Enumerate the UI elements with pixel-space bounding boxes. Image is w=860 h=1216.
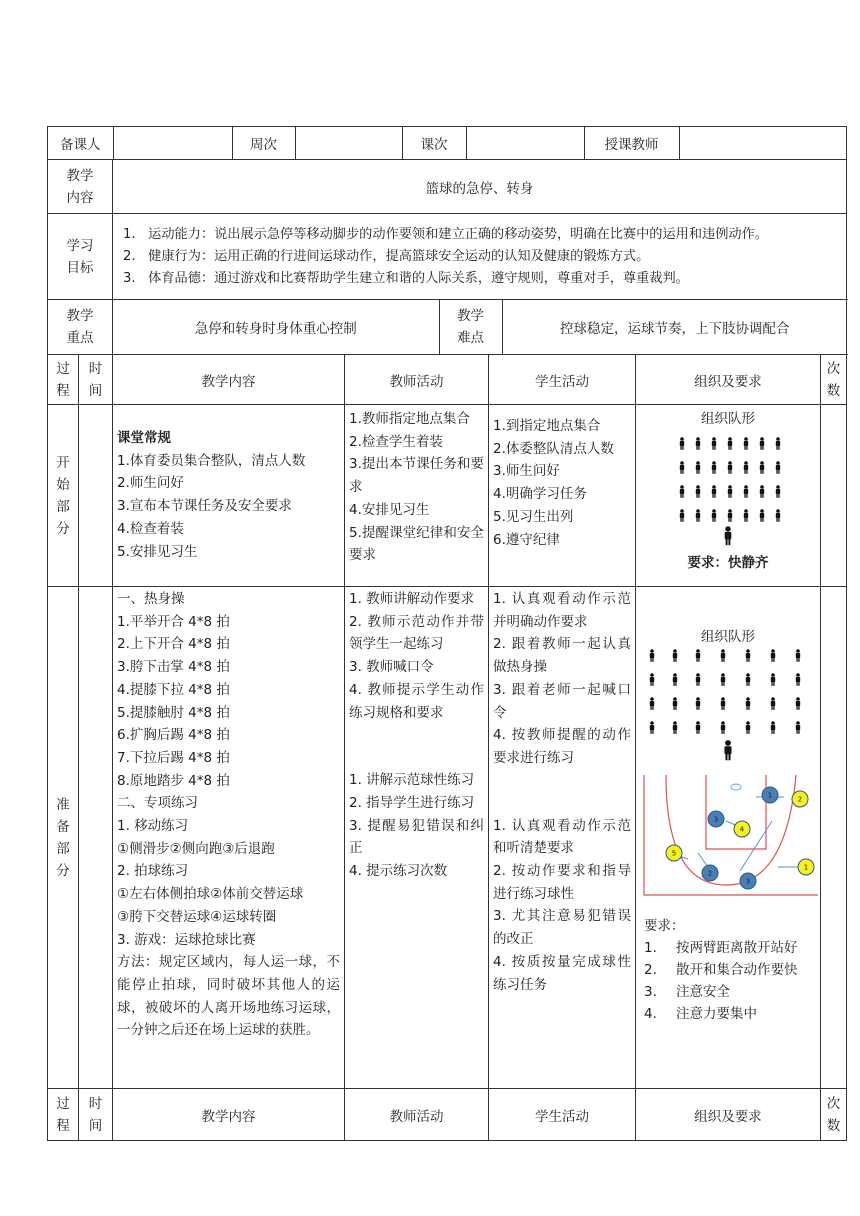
- prep-content: [113, 587, 345, 1089]
- goals-list: [113, 214, 847, 300]
- student-figure-icon: [721, 673, 725, 686]
- formation-title: 组织队形: [701, 411, 755, 427]
- list-item: 5.安排见习生: [117, 543, 198, 560]
- student-figure-icon: [696, 485, 700, 498]
- student-figure-icon: [696, 673, 700, 686]
- prep-count: [821, 587, 847, 1089]
- list-item: 2. 按动作要求和指导进行练习球性: [493, 863, 631, 902]
- list-item: ①左右体侧拍球②体前交替运球: [117, 886, 304, 903]
- list-item: 6.扩胸后踢 4*8 拍: [117, 727, 230, 744]
- student-figure-icon: [650, 673, 654, 686]
- student-figure-icon: [746, 721, 750, 734]
- list-item: 2.体委整队清点人数: [493, 440, 614, 457]
- goals-row: [48, 214, 847, 300]
- list-item: 3.提出本节课任务和要求: [349, 456, 484, 496]
- req-title: 要求：: [644, 918, 685, 934]
- court-player-icon: [740, 873, 756, 889]
- student-figure-icon: [712, 437, 716, 450]
- student-figure-icon: [796, 697, 800, 710]
- lesson-plan: [47, 126, 846, 1141]
- student-figure-icon: [760, 485, 764, 498]
- student-figure-icon: [650, 697, 654, 710]
- player-number: 5: [671, 849, 677, 858]
- student-figure-icon: [771, 697, 775, 710]
- start-time: [79, 405, 113, 587]
- lesson-value[interactable]: [466, 127, 584, 159]
- key-point-label: 教学 重点: [48, 300, 113, 355]
- list-item: 4. 提示练习次数: [349, 863, 448, 880]
- student-figure-icon: [776, 509, 780, 522]
- student-figure-icon: [796, 673, 800, 686]
- prep-teacher: [345, 587, 489, 1089]
- student-figure-icon: [771, 673, 775, 686]
- column-header-row: [48, 355, 847, 405]
- list-item: 2.上下开合 4*8 拍: [117, 636, 230, 653]
- player-number: 2: [797, 795, 803, 804]
- requirement-item: 1. 按两臂距离散开站好: [644, 940, 798, 956]
- court-player-icon: [734, 821, 750, 837]
- start-student: [489, 405, 636, 587]
- routine-title: 课堂常规: [117, 430, 171, 446]
- list-item: 4. 按教师提醒的动作要求进行练习: [493, 727, 631, 766]
- list-item: 3.宣布本节课任务及安全要求: [117, 498, 292, 515]
- start-count: [821, 405, 847, 587]
- list-item: 4. 按质按量完成球性练习任务: [493, 953, 631, 993]
- student-figure-icon: [776, 437, 780, 450]
- list-item: 3.师生问好: [493, 463, 560, 480]
- teacher-figure-icon: [725, 526, 732, 545]
- student-figure-icon: [760, 461, 764, 474]
- goal-item: 3. 体育品德：通过游戏和比赛帮助学生建立和谐的人际关系，遵守规则，尊重对手，尊重裁判。: [123, 270, 689, 286]
- hoop-icon: [731, 784, 741, 790]
- difficulty-value: 控球稳定，运球节奏，上下肢协调配合: [560, 321, 790, 337]
- prep-time: [79, 587, 113, 1089]
- court-player-icon: [762, 787, 778, 803]
- list-item: 5.提醒课堂纪律和安全要求: [349, 524, 484, 564]
- col-teacher: 教师活动: [345, 1089, 489, 1141]
- player-number: 2: [707, 869, 713, 878]
- prep-student: [489, 587, 636, 1089]
- key-point-value: 急停和转身时身体重心控制: [113, 300, 439, 354]
- start-teacher: [345, 405, 489, 587]
- movement-arrow: [698, 853, 708, 867]
- student-figure-icon: [721, 697, 725, 710]
- student-figure-icon: [680, 461, 684, 474]
- list-item: 二、专项练习: [117, 795, 198, 812]
- list-item: 4. 教师提示学生动作练习规格和要求: [349, 681, 484, 721]
- student-figure-icon: [746, 649, 750, 662]
- court-drill-diagram: [636, 775, 820, 915]
- list-item: 1. 认真观看动作示范和听清楚要求: [493, 817, 631, 857]
- list-item: 3. 跟着老师一起喊口令: [493, 681, 631, 721]
- content-value: 篮球的急停、转身: [113, 160, 847, 214]
- formation-diagram: [636, 645, 820, 775]
- content-label: 教学 内容: [48, 160, 113, 214]
- list-item: 1.教师指定地点集合: [349, 411, 470, 427]
- col-count: 次 数: [821, 355, 847, 405]
- list-item: 2. 跟着教师一起认真做热身操: [493, 636, 631, 676]
- list-item: 1.体育委员集合整队，清点人数: [117, 452, 306, 469]
- week-label: 周次: [232, 127, 295, 159]
- student-figure-icon: [650, 649, 654, 662]
- list-item: 5.提膝触肘 4*8 拍: [117, 704, 230, 721]
- lesson-plan-table: [47, 126, 847, 1141]
- student-figure-icon: [673, 649, 677, 662]
- list-item: 6.遵守纪律: [493, 531, 560, 548]
- list-item: 4.检查着装: [117, 520, 184, 537]
- difficulty-label: 教学 难点: [439, 300, 502, 354]
- list-item: 5.见习生出列: [493, 508, 574, 525]
- list-item: 4.安排见习生: [349, 501, 430, 518]
- list-item: 8.原地踏步 4*8 拍: [117, 772, 230, 789]
- student-figure-icon: [771, 649, 775, 662]
- court-player-icon: [666, 845, 682, 861]
- student-figure-icon: [796, 721, 800, 734]
- col-time: 时 间: [79, 355, 113, 405]
- col-process: 过 程: [48, 355, 79, 405]
- student-figure-icon: [776, 485, 780, 498]
- list-item: 3. 尤其注意易犯错误的改正: [493, 908, 631, 948]
- student-figure-icon: [744, 461, 748, 474]
- student-figure-icon: [696, 721, 700, 734]
- teacher-value[interactable]: [679, 127, 847, 159]
- formation-diagram: [636, 427, 820, 547]
- list-item: 3.胯下击掌 4*8 拍: [117, 659, 230, 676]
- preparer-label: 备课人: [48, 127, 113, 159]
- list-item: 2.师生问好: [117, 475, 184, 492]
- court-player-icon: [792, 791, 808, 807]
- student-figure-icon: [744, 509, 748, 522]
- court-boundary: [644, 775, 818, 895]
- student-figure-icon: [721, 649, 725, 662]
- column-header-row-repeat: [48, 1089, 847, 1141]
- student-figure-icon: [746, 697, 750, 710]
- student-figure-icon: [673, 721, 677, 734]
- list-item: 2.检查学生着装: [349, 433, 443, 450]
- student-figure-icon: [650, 721, 654, 734]
- start-content: [113, 405, 345, 587]
- student-figure-icon: [696, 649, 700, 662]
- list-item: ①侧滑步②侧向跑③后退跑: [117, 840, 275, 857]
- goal-item: 1. 运动能力：说出展示急停等移动脚步的动作要领和建立正确的移动姿势，明确在比赛中的运用和违例动作。: [123, 226, 768, 242]
- court-player-icon: [798, 859, 814, 875]
- student-figure-icon: [712, 461, 716, 474]
- player-number: 3: [745, 877, 751, 886]
- list-item: 3. 教师喊口令: [349, 659, 434, 676]
- student-figure-icon: [728, 437, 732, 450]
- list-item: 一、热身操: [117, 591, 185, 607]
- student-figure-icon: [744, 437, 748, 450]
- teacher-figure-icon: [724, 740, 731, 760]
- col-content: 教学内容: [113, 1089, 345, 1141]
- student-figure-icon: [680, 509, 684, 522]
- start-phase-label: 开 始 部 分: [48, 405, 79, 587]
- student-figure-icon: [771, 721, 775, 734]
- list-item: 2. 拍球练习: [117, 863, 189, 880]
- student-figure-icon: [760, 509, 764, 522]
- teacher-label: 授课教师: [584, 127, 679, 159]
- prep-org: [636, 587, 821, 1089]
- col-org: 组织及要求: [636, 1089, 821, 1141]
- player-number: 3: [713, 815, 719, 824]
- student-figure-icon: [760, 437, 764, 450]
- student-figure-icon: [696, 509, 700, 522]
- list-item: 3. 游戏：运球抢球比赛: [117, 931, 256, 948]
- court-player-icon: [708, 811, 724, 827]
- start-org: [636, 405, 821, 587]
- list-item: 3. 提醒易犯错误和纠正: [349, 817, 484, 857]
- student-figure-icon: [776, 461, 780, 474]
- header-row: [48, 127, 847, 160]
- goal-item: 2. 健康行为：运用正确的行进间运球动作，提高篮球安全运动的认知及健康的锻炼方式。: [123, 248, 650, 264]
- student-figure-icon: [796, 649, 800, 662]
- col-process: 过 程: [48, 1089, 79, 1141]
- student-figure-icon: [712, 485, 716, 498]
- student-figure-icon: [744, 485, 748, 498]
- player-number: 1: [803, 863, 809, 872]
- list-item: 1. 讲解示范球性练习: [349, 772, 475, 789]
- student-figure-icon: [696, 461, 700, 474]
- requirement-item: 4. 注意力要集中: [644, 1006, 757, 1022]
- student-figure-icon: [728, 461, 732, 474]
- list-item: 1.到指定地点集合: [493, 418, 601, 434]
- focus-row: [48, 300, 847, 355]
- prep-phase-label: 准 备 部 分: [48, 587, 79, 1089]
- student-figure-icon: [696, 697, 700, 710]
- formation-requirement: 要求：快静齐: [687, 555, 769, 571]
- col-time: 时 间: [79, 1089, 113, 1141]
- col-org: 组织及要求: [636, 355, 821, 405]
- lesson-label: 课次: [402, 127, 466, 159]
- content-row: [48, 160, 847, 214]
- student-figure-icon: [746, 673, 750, 686]
- student-figure-icon: [680, 437, 684, 450]
- col-content: 教学内容: [113, 355, 345, 405]
- player-number: 4: [739, 825, 745, 834]
- col-student: 学生活动: [489, 355, 636, 405]
- list-item: 2. 教师示范动作并带领学生一起练习: [349, 613, 484, 653]
- col-teacher: 教师活动: [345, 355, 489, 405]
- list-item: 1. 教师讲解动作要求: [349, 591, 475, 607]
- student-figure-icon: [712, 509, 716, 522]
- list-item: 1.平举开合 4*8 拍: [117, 613, 230, 630]
- list-item: ③胯下交替运球④运球转圈: [117, 908, 277, 925]
- col-count: 次 数: [821, 1089, 847, 1141]
- student-figure-icon: [673, 697, 677, 710]
- week-value[interactable]: [295, 127, 402, 159]
- list-item: 方法：规定区域内，每人运一球，不能停止拍球，同时破坏其他人的运球，被破坏的人离开场地练习运球，一分钟之后还在场上运球的获胜。: [117, 954, 340, 1039]
- student-figure-icon: [728, 509, 732, 522]
- prep-section-row: [48, 587, 847, 1089]
- preparer-value[interactable]: [113, 127, 232, 159]
- requirement-item: 3. 注意安全: [644, 984, 730, 1000]
- list-item: 1. 移动练习: [117, 818, 189, 835]
- list-item: 4.提膝下拉 4*8 拍: [117, 681, 230, 698]
- student-figure-icon: [673, 673, 677, 686]
- list-item: 1. 认真观看动作示范并明确动作要求: [493, 591, 631, 630]
- student-figure-icon: [728, 485, 732, 498]
- list-item: 4.明确学习任务: [493, 486, 587, 503]
- student-figure-icon: [721, 721, 725, 734]
- player-number: 1: [767, 791, 773, 800]
- col-student: 学生活动: [489, 1089, 636, 1141]
- student-figure-icon: [680, 485, 684, 498]
- formation-title: 组织队形: [701, 629, 755, 645]
- court-player-icon: [702, 865, 718, 881]
- list-item: 7.下拉后踢 4*8 拍: [117, 749, 230, 766]
- goals-label: 学习 目标: [48, 214, 113, 300]
- start-section-row: [48, 405, 847, 587]
- student-figure-icon: [696, 437, 700, 450]
- requirement-item: 2. 散开和集合动作要快: [644, 962, 798, 978]
- list-item: 2. 指导学生进行练习: [349, 794, 475, 811]
